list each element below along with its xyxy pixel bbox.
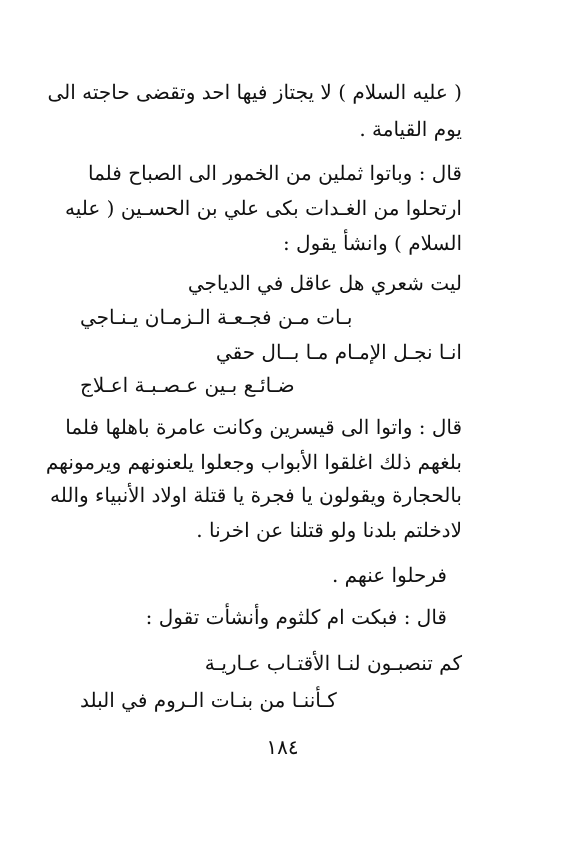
page-number: ١٨٤ [266, 735, 299, 759]
verse-line-4: ضـائـع بـين عـصـبـة اعـلاج [80, 373, 295, 397]
text-line-3: قال : وباتوا ثملين من الخمور الى الصباح فلما [88, 161, 462, 185]
text-line-6: قال : واتوا الى قيسرين وكانت عامرة باهلها فلما [65, 415, 462, 439]
text-line-5: السلام ) وانشأ يقول : [282, 231, 462, 255]
verse-line-1: ليت شعري هل عاقل في الدياجي [187, 271, 462, 295]
verse-line-2: بـات مـن فجـعـة الـزمـان يـنـاجي [80, 305, 353, 329]
text-line-2: يوم القيامة . [359, 117, 462, 141]
text-line-11: قال : فبكت ام كلثوم وأنشأت تقول : [145, 605, 447, 629]
text-line-1: ( عليه السلام ) لا يجتاز فيها احد وتقضى حاجته الى [47, 80, 462, 104]
text-line-9: لادخلتم بلدنا ولو قتلنا عن اخرنا . [196, 518, 462, 542]
text-line-7: بلغهم ذلك اغلقوا الأبواب وجعلوا يلعنونهم ويرمونهم [45, 450, 462, 474]
text-line-8: بالحجارة ويقولون يا فجرة يا قتلة اولاد الأنبياء والله [50, 483, 462, 507]
text-line-10: فرحلوا عنهم . [331, 563, 447, 587]
text-line-4: ارتحلوا من الغـدات بكى علي بن الحسـين ( عليه [65, 196, 462, 220]
verse-line-3: انـا نجـل الإمـام مـا بــال حقي [215, 340, 462, 364]
verse-line-6: كـأننـا من بنـات الـروم في البلد [80, 688, 337, 712]
verse-line-5: كم تنصبـون لنـا الأقتـاب عـاريـة [204, 651, 462, 675]
